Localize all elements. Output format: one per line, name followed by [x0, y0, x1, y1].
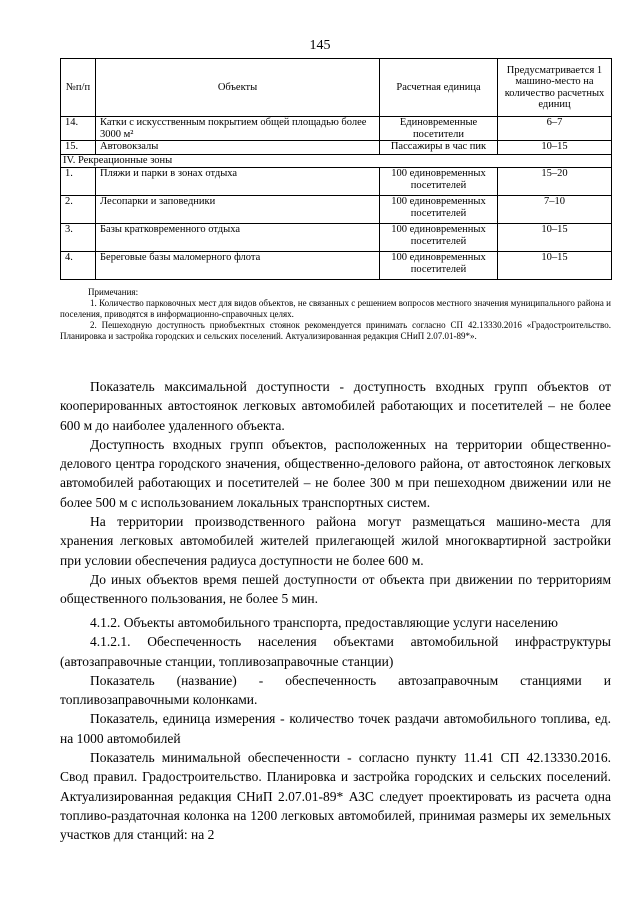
cell-num: 1.: [61, 168, 96, 196]
table-row: [61, 141, 612, 155]
paragraph: Показатель максимальной доступности - доступность входных групп объектов от кооперированных автостоянок легковых автомобилей работающих и посетителей – не более 600 м до наиболее удаленного объекта.: [60, 379, 611, 433]
header-unit: Расчетная единица: [380, 59, 498, 117]
table-row: [61, 224, 612, 252]
table-notes: [60, 287, 611, 342]
table-section-row: [61, 155, 612, 168]
cell-num: 4.: [61, 252, 96, 280]
section-title: IV. Рекреационные зоны: [61, 155, 612, 168]
cell-object: Базы кратковременного отдыха: [96, 224, 380, 252]
paragraph: Показатель, единица измерения - количество точек раздачи автомобильного топлива, ед. на 1000 автомобилей: [60, 711, 611, 746]
cell-norm: 10–15: [498, 224, 612, 252]
cell-unit: Пассажиры в час пик: [380, 141, 498, 155]
cell-unit: 100 единовременных посетителей: [380, 224, 498, 252]
cell-num: 14.: [61, 117, 96, 141]
paragraph: Показатель (название) - обеспеченность автозаправочным станциями и топливозаправочными колонками.: [60, 672, 611, 708]
page-number: 145: [309, 38, 331, 53]
cell-num: 2.: [61, 196, 96, 224]
subsection-heading: 4.1.2.1. Обеспеченность населения объектами автомобильной инфраструктуры (автозаправочные станции, топливозаправочные станции): [60, 634, 611, 669]
notes-heading: Примечания:: [88, 287, 139, 297]
cell-norm: 10–15: [498, 141, 612, 155]
table-row: [61, 168, 612, 196]
cell-object: Лесопарки и заповедники: [96, 196, 380, 224]
section-heading: 4.1.2. Объекты автомобильного транспорта, предоставляющие услуги населению: [90, 615, 558, 630]
cell-unit: Единовременные посетители: [380, 117, 498, 141]
table-header-row: [61, 59, 612, 117]
table-row: [61, 252, 612, 280]
cell-unit: 100 единовременных посетителей: [380, 252, 498, 280]
cell-norm: 15–20: [498, 168, 612, 196]
header-object: Объекты: [96, 59, 380, 117]
header-num: №п/п: [61, 59, 96, 117]
cell-num: 3.: [61, 224, 96, 252]
body-text-section-4-1-2: [60, 613, 611, 845]
note-item: 2. Пешеходную доступность приобъектных стоянок рекомендуется принимать согласно СП 42.13330.2016 «Градостроительство. Планировка и застройка городских и сельских поселений. Актуализированная редакция СНиП 2.07.01-89*».: [60, 320, 611, 341]
cell-norm: 10–15: [498, 252, 612, 280]
cell-num: 15.: [61, 141, 96, 155]
cell-unit: 100 единовременных посетителей: [380, 168, 498, 196]
cell-object: Береговые базы маломерного флота: [96, 252, 380, 280]
table-row: [61, 117, 612, 141]
parking-norms-table: [60, 58, 612, 280]
paragraph: До иных объектов время пешей доступности от объекта при движении по территориям общественного пользования, не более 5 мин.: [60, 571, 611, 607]
table-row: [61, 196, 612, 224]
header-norm: Предусматривается 1 машино-место на количество расчетных единиц: [498, 59, 612, 117]
cell-object: Катки с искусственным покрытием общей площадью более 3000 м²: [96, 117, 380, 141]
paragraph: Доступность входных групп объектов, расположенных на территории общественно-делового центра городского значения, общественно-делового района, от автостоянок легковых автомобилей работающих и посетителей – не более 300 м при пешеходном движении или не более 500 м с использованием локальных транспортных систем.: [60, 436, 611, 510]
cell-object: Автовокзалы: [96, 141, 380, 155]
cell-norm: 6–7: [498, 117, 612, 141]
body-text-accessibility: [60, 377, 611, 609]
cell-unit: 100 единовременных посетителей: [380, 196, 498, 224]
note-item: 1. Количество парковочных мест для видов объектов, не связанных с решением вопросов местного значения муниципального района и поселения, приводятся в информационно-справочных целях.: [60, 298, 611, 319]
paragraph: На территории производственного района могут размещаться машино-места для хранения легковых автомобилей жителей прилегающей жилой многоквартирной застройки при условии обеспечения радиуса доступности не более 600 м.: [60, 514, 611, 568]
cell-norm: 7–10: [498, 196, 612, 224]
cell-object: Пляжи и парки в зонах отдыха: [96, 168, 380, 196]
paragraph: Показатель минимальной обеспеченности - согласно пункту 11.41 СП 42.13330.2016. Свод правил. Градостроительство. Планировка и застройка городских и сельских поселений. Актуализированная редакция СНиП 2.07.01-89* АЗС следует проектировать из расчета одна топливо-раздаточная колонка на 1200 легковых автомобилей, принимая размеры их земельных участков для станций: на 2: [60, 750, 611, 843]
